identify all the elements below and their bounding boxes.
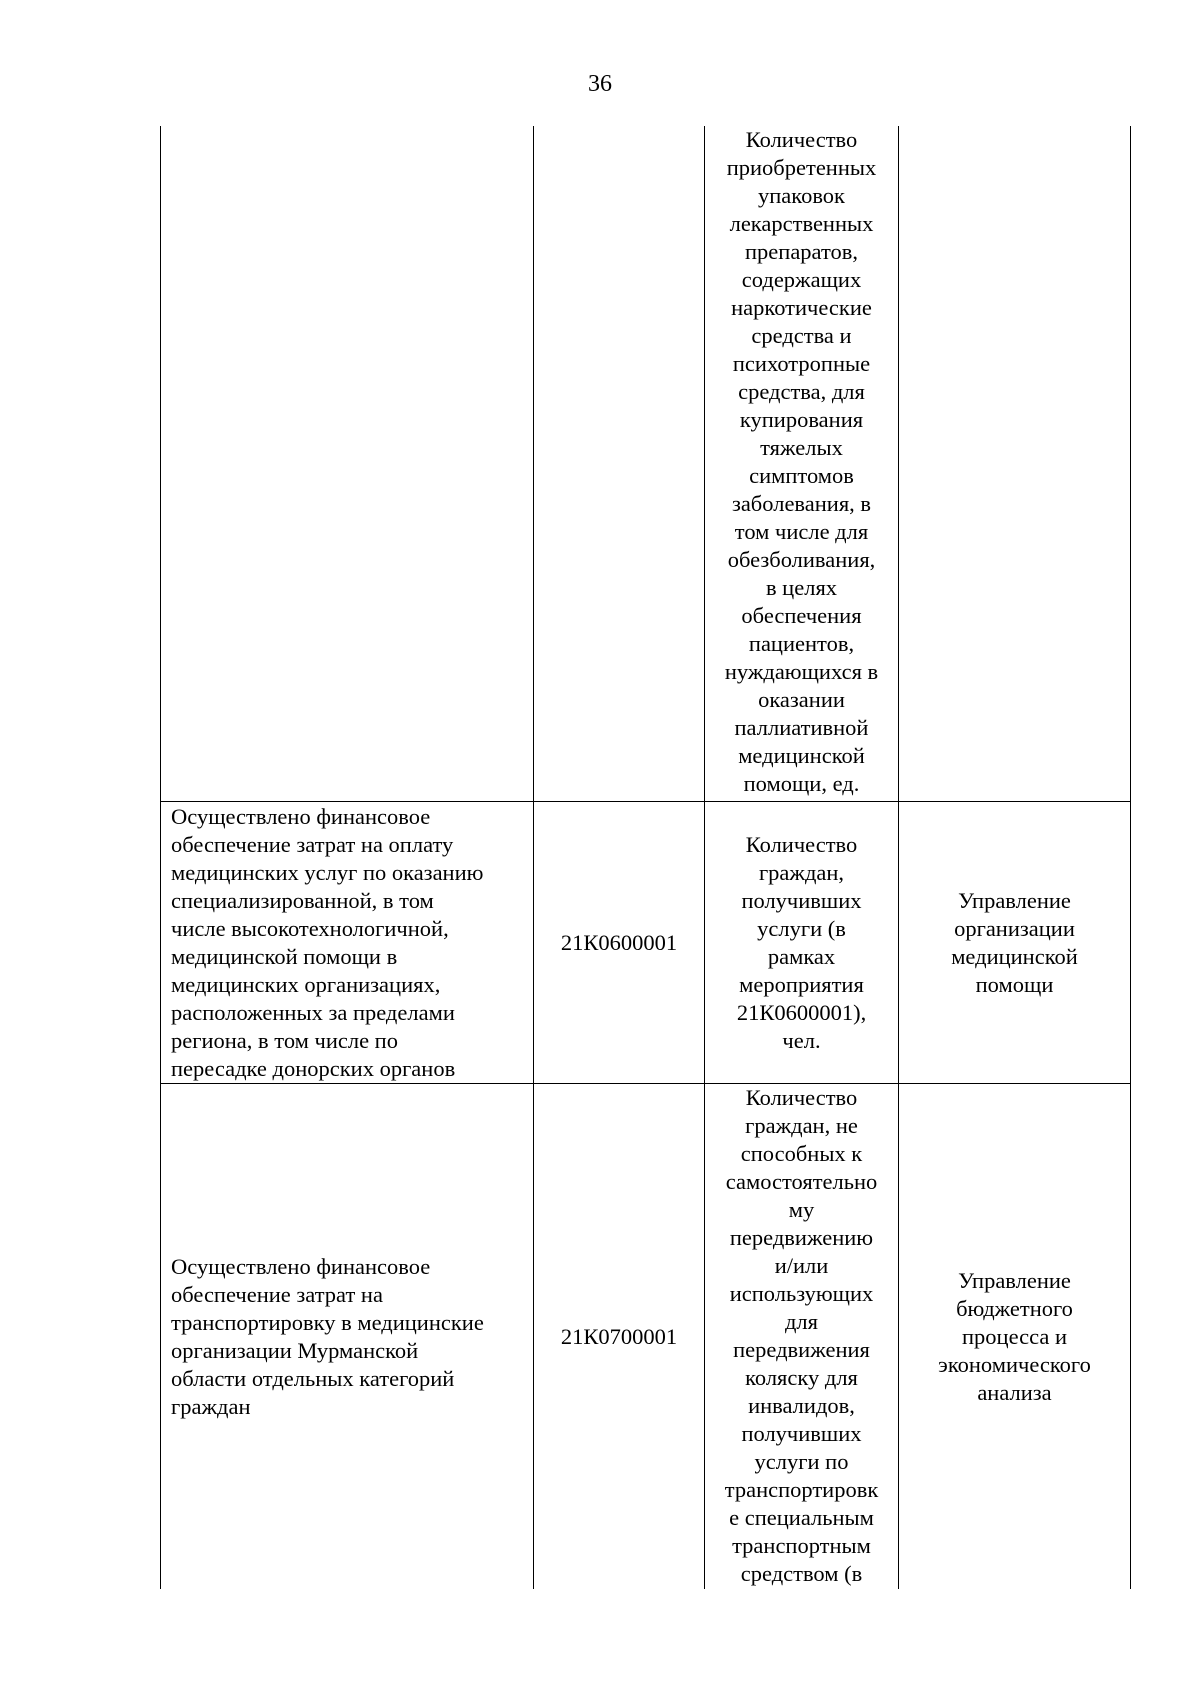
indicator-cell: Количество граждан, получивших услуги (в рамках мероприятия 21К0600001), чел. [705, 802, 899, 1084]
document-table [160, 126, 1131, 1589]
indicator-cell: Количество приобретенных упаковок лекарственных препаратов, содержащих наркотические средства и психотропные средства, для купирования тяжелых симптомов заболевания, в том числе для обезболивания, в целях обеспечения пациентов, нуждающихся в оказании паллиативной медицинской помощи, ед. [705, 126, 899, 802]
page-number: 36 [588, 71, 612, 97]
description-cell: Осуществлено финансовое обеспечение затрат на транспортировку в медицинские организации Мурманской области отдельных категорий граждан [161, 1084, 534, 1590]
department-cell: Управление бюджетного процесса и экономического анализа [899, 1084, 1131, 1590]
table-row [161, 802, 1131, 1084]
code-cell: 21К0600001 [534, 802, 705, 1084]
table-row [161, 1084, 1131, 1590]
department-cell: Управление организации медицинской помощи [899, 802, 1131, 1084]
description-cell [161, 126, 534, 802]
description-cell: Осуществлено финансовое обеспечение затрат на оплату медицинских услуг по оказанию специализированной, в том числе высокотехнологичной, медицинской помощи в медицинских организациях, расположенных за пределами региона, в том числе по пересадке донорских органов [161, 802, 534, 1084]
table-row [161, 126, 1131, 802]
indicator-cell: Количество граждан, не способных к самостоятельно му передвижению и/или использующих для передвижения коляску для инвалидов, получивших услуги по транспортировк е специальным транспортным средством (в [705, 1084, 899, 1590]
department-cell [899, 126, 1131, 802]
code-cell: 21К0700001 [534, 1084, 705, 1590]
code-cell [534, 126, 705, 802]
